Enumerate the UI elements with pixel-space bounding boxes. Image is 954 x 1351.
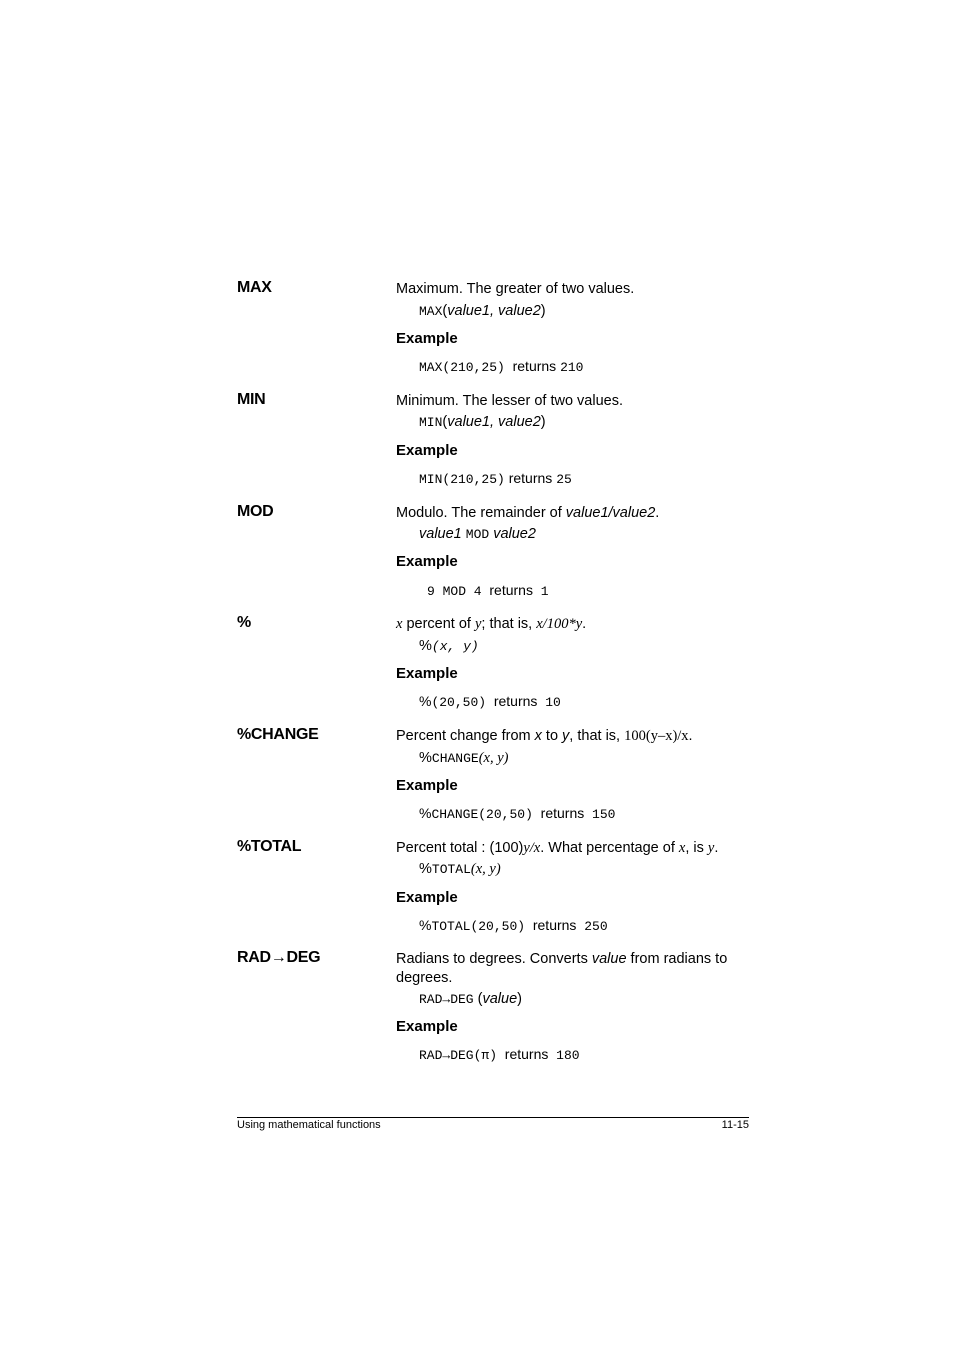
- example-rad-to-deg: RAD→DEG(π) returns 180: [419, 1046, 580, 1063]
- example-percent-total: %TOTAL(20,50) returns 250: [419, 917, 608, 934]
- syntax-percent-total: %TOTAL(x, y): [419, 861, 501, 877]
- example-label-percent: Example: [396, 665, 458, 682]
- example-label-rad-to-deg: Example: [396, 1018, 458, 1035]
- term-max: MAX: [237, 279, 272, 296]
- example-percent: %(20,50) returns 10: [419, 693, 561, 710]
- syntax-mod: value1 MOD value2: [419, 526, 536, 542]
- term-rad-to-deg: RAD→DEG: [237, 949, 321, 966]
- example-max: MAX(210,25) returns 210: [419, 358, 584, 375]
- example-label-min: Example: [396, 442, 458, 459]
- example-mod: 9 MOD 4 returns 1: [427, 582, 549, 599]
- example-label-percent-change: Example: [396, 777, 458, 794]
- term-mod: MOD: [237, 503, 274, 520]
- description-max: Maximum. The greater of two values.: [396, 281, 635, 297]
- footer-section-title: Using mathematical functions: [237, 1119, 381, 1131]
- description-mod: Modulo. The remainder of value1/value2.: [396, 505, 660, 521]
- term-percent: %: [237, 614, 251, 631]
- syntax-percent: %(x, y): [419, 638, 479, 654]
- term-percent-total: %TOTAL: [237, 838, 302, 855]
- footer-page-number: 11-15: [721, 1119, 749, 1131]
- syntax-min: MIN(value1, value2): [419, 414, 546, 430]
- description-min: Minimum. The lesser of two values.: [396, 393, 623, 409]
- description-rad-to-deg: Radians to degrees. Converts value from radians to degrees.: [396, 951, 728, 986]
- description-percent: x percent of y; that is, x/100*y.: [396, 616, 587, 632]
- term-min: MIN: [237, 391, 266, 408]
- syntax-max: MAX(value1, value2): [419, 303, 546, 319]
- syntax-percent-change: %CHANGE(x, y): [419, 750, 509, 766]
- description-percent-change: Percent change from x to y, that is, 100(y–x)/x.: [396, 728, 693, 744]
- description-percent-total: Percent total : (100)y/x. What percentage of x, is y.: [396, 840, 719, 856]
- example-label-max: Example: [396, 330, 458, 347]
- syntax-rad-to-deg: RAD→DEG (value): [419, 991, 522, 1007]
- example-min: MIN(210,25) returns 25: [419, 470, 572, 487]
- example-label-percent-total: Example: [396, 889, 458, 906]
- example-label-mod: Example: [396, 553, 458, 570]
- term-percent-change: %CHANGE: [237, 726, 319, 743]
- footer-rule: [237, 1117, 749, 1118]
- example-percent-change: %CHANGE(20,50) returns 150: [419, 805, 616, 822]
